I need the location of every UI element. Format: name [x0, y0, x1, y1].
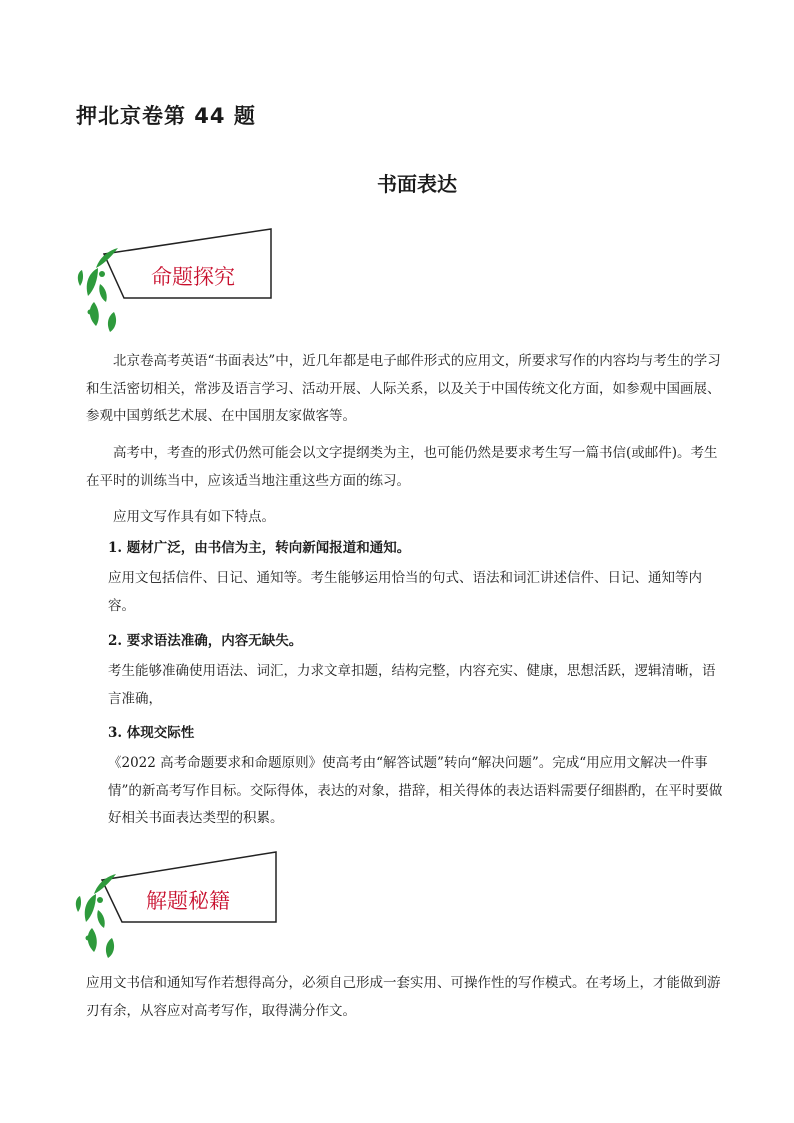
item-body-1: 应用文包括信件、日记、通知等。考生能够运用恰当的句式、语法和词汇讲述信件、日记、通知等内容。 — [108, 570, 702, 614]
banner-label-jieti: 解题秘籍 — [146, 889, 230, 913]
banner-jieti — [66, 850, 282, 962]
intro-paragraph-1: 北京卷高考英语“书面表达”中，近几年都是电子邮件形式的应用文，所要求写作的内容均与考生的学习和生活密切相关，常涉及语言学习、活动开展、人际关系，以及关于中国传统文化方面，如参观中国画展、参观中国剪纸艺术展、在中国朋友家做客等。 — [86, 353, 721, 424]
item-body-3: 《2022 高考命题要求和命题原则》使高考由“解答试题”转向“解决问题”。完成“用应用文解决一件事情”的新高考写作目标。交际得体，表达的对象，措辞，相关得体的表达语料需要仔细斟酌，在平时要做好相关书面表达类型的积累。 — [108, 755, 723, 826]
banner-label-mingti: 命题探究 — [151, 265, 235, 289]
section-title — [0, 168, 794, 197]
item-heading-2: 2. 要求语法准确，内容无缺失。 — [108, 633, 303, 649]
secret-paragraph: 应用文书信和通知写作若想得高分，必须自己形成一套实用、可操作性的写作模式。在考场上，才能做到游刃有余，从容应对高考写作，取得满分作文。 — [86, 975, 721, 1019]
section-title-text: 书面表达 — [377, 172, 457, 196]
item-heading-1: 1. 题材广泛，由书信为主，转向新闻报道和通知。 — [108, 540, 411, 556]
intro-paragraph-3: 应用文写作具有如下特点。 — [113, 509, 275, 525]
page-title: 押北京卷第 44 题 — [76, 104, 256, 128]
item-body-2: 考生能够准确使用语法、词汇，力求文章扣题，结构完整，内容充实、健康，思想活跃，逻辑清晰，语言准确， — [108, 663, 716, 707]
item-heading-3: 3. 体现交际性 — [108, 725, 195, 741]
intro-paragraph-2: 高考中，考查的形式仍然可能会以文字提纲类为主，也可能仍然是要求考生写一篇书信(或邮件)。考生在平时的训练当中，应该适当地注重这些方面的练习。 — [86, 445, 718, 489]
banner-mingti — [66, 226, 276, 336]
